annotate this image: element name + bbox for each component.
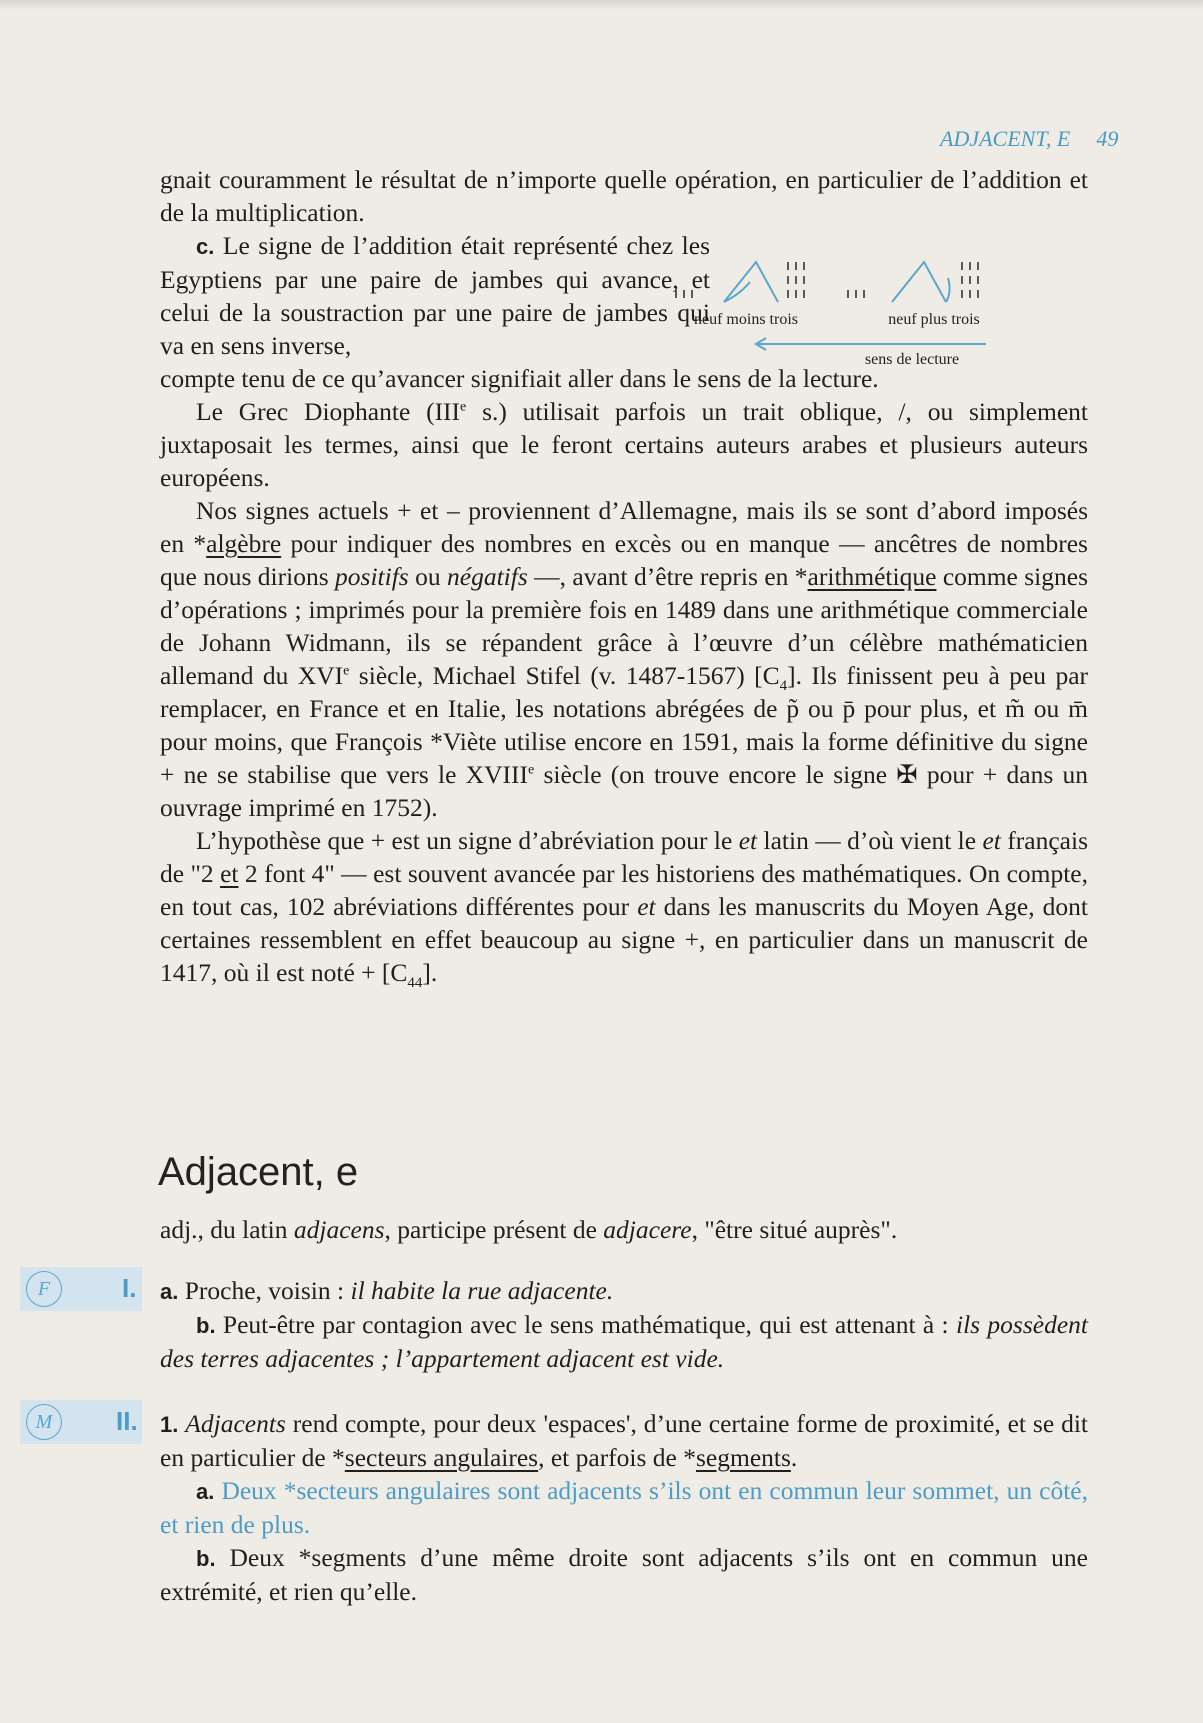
text-run: Le Grec Diophante (III — [196, 397, 461, 426]
text-run: latin — d’où vient le — [757, 826, 983, 855]
section-1-badge-icon: F — [26, 1271, 62, 1307]
italic-run: négatifs — [447, 562, 528, 591]
underlined-run: et — [220, 859, 239, 888]
running-head-title: ADJACENT, E — [940, 126, 1071, 151]
text-run: ]. — [422, 958, 438, 987]
text-run: Peut-être par contagion avec le sens mathématique, qui est attenant à : — [222, 1310, 956, 1339]
figure-label-right: neuf plus trois — [888, 311, 980, 328]
link-secteurs-angulaires[interactable]: secteurs angulaires — [344, 1443, 539, 1472]
text-run: adj., du latin — [160, 1215, 294, 1244]
section-2 — [160, 1407, 1088, 1608]
legs-right-icon — [892, 262, 946, 302]
text-run: —, avant d’être repris en * — [527, 562, 808, 591]
section-2-numeral: II. — [116, 1406, 138, 1436]
text-run: s.) utilisait parfois un trait oblique, /, ou simplement juxtaposait les termes, ainsi que le feront certains auteurs arabes et plusieurs auteurs européens. — [160, 397, 1088, 492]
link-algebre[interactable]: algèbre — [206, 529, 282, 558]
section-1-a — [160, 1274, 1088, 1308]
section-2-a — [160, 1474, 1088, 1541]
label-a: a. — [196, 1479, 215, 1504]
link-arithmetique[interactable]: arithmétique — [807, 562, 937, 591]
paragraph-signes-actuels — [160, 494, 1088, 824]
etymology — [160, 1213, 1088, 1246]
text-run: Deux *segments d’une même droite sont adjacents s’ils ont en commun une extrémité, et rien qu’elle. — [160, 1543, 1089, 1606]
subscript: 4 — [779, 678, 788, 695]
italic-run: Adjacents — [185, 1409, 286, 1438]
intro-p1-text: gnait couramment le résultat de n’importe quelle opération, en particulier de l’addition et de la multiplication. — [160, 165, 1088, 227]
etymology-line — [160, 1213, 1088, 1246]
label-1: 1. — [160, 1412, 179, 1437]
italic-run: et — [738, 826, 758, 855]
paragraph-c-text: Le signe de l’addition était représenté chez les Egyptiens par une paire de jambes qui avance, et celui de la soustraction par une paire de jambes qui va en sens inverse, — [160, 231, 711, 360]
text-run: français de "2 — [160, 826, 1088, 888]
entry-headword: Adjacent, e — [158, 1150, 359, 1194]
label-b: b. — [196, 1546, 216, 1571]
text-run: rend compte, pour deux 'espaces', d’une certaine forme de proximité, et se dit en particulier de * — [160, 1409, 1088, 1472]
egyptian-legs-figure — [694, 252, 1076, 372]
paragraph-hypothese — [160, 824, 1088, 992]
text-run: pour indiquer des nombres en excès ou en manque — ancêtres de nombres que nous dirions — [160, 529, 1088, 591]
paragraph-c-tail-text: compte tenu de ce qu’avancer signifiait aller dans le sens de la lecture. — [160, 364, 879, 393]
paragraph-c — [160, 229, 710, 362]
superscript: e — [343, 663, 350, 679]
label-a: a. — [160, 1279, 179, 1304]
italic-run: adjacens — [293, 1215, 385, 1244]
link-segments[interactable]: segments — [696, 1443, 791, 1472]
superscript: e — [460, 399, 467, 415]
italic-run: et — [637, 892, 656, 921]
text-run: siècle, Michael Stifel (v. 1487-1567) [C — [349, 661, 780, 690]
text-run: comme signes d’opérations ; imprimés pour la première fois en 1489 dans une arithmétique commerciale de Johann Widmann, ils se répandent grâce à l’œuvre d’un célèbre mathématicien allemand du XVI — [160, 562, 1089, 690]
example-italic: ils possèdent des terres adjacentes ; l’appartement adjacent est vide. — [160, 1310, 1088, 1373]
section-2-b — [160, 1541, 1088, 1608]
section-1-b — [160, 1308, 1088, 1375]
label-c: c. — [196, 234, 215, 259]
definition-highlight: Deux *secteurs angulaires sont adjacents s’ils ont en commun leur sommet, un côté, et rien de plus. — [160, 1476, 1089, 1539]
text-run: , et parfois de * — [538, 1443, 696, 1472]
figure-label-left: neuf moins trois — [694, 311, 798, 328]
figure-caption: sens de lecture — [864, 351, 960, 368]
text-run: L’hypothèse que + est un signe d’abréviation pour le — [196, 826, 739, 855]
text-run: , "être situé auprès". — [691, 1215, 898, 1244]
label-b: b. — [196, 1313, 216, 1338]
text-run: ou — [408, 562, 447, 591]
page-number: 49 — [1096, 126, 1119, 151]
section-1-numeral: I. — [122, 1273, 137, 1303]
superscript: e — [528, 762, 535, 778]
text-run: Proche, voisin : — [184, 1276, 351, 1305]
section-2-1 — [160, 1407, 1088, 1474]
section-1 — [160, 1274, 1088, 1375]
text-run: ]. Ils finissent peu à peu par remplacer, en France et en Italie, les notations abrégées de p̃ ou p̄ pour plus, et m̃ ou m̄ pour moins, que François *Viète utilise encore en 1591, mais la forme définitive du signe + ne se stabilise que vers le XVIII — [160, 661, 1089, 789]
section-2-badge-icon: M — [26, 1404, 62, 1440]
running-head — [940, 126, 1140, 152]
example-italic: il habite la rue adjacente. — [350, 1276, 614, 1305]
intro-paragraph-1 — [160, 163, 1088, 229]
subscript: 44 — [407, 975, 423, 992]
figure-svg — [694, 252, 1076, 372]
text-run: Nos signes actuels + et – proviennent d’Allemagne, mais ils se sont d’abord imposés en * — [160, 496, 1088, 558]
text-run: . — [790, 1443, 798, 1472]
text-run: , participe présent de — [384, 1215, 604, 1244]
paragraph-diophante — [160, 395, 1088, 494]
text-run: siècle (on trouve encore le signe ✠ pour + dans un ouvrage imprimé en 1752). — [160, 760, 1089, 822]
italic-run: adjacere — [603, 1215, 692, 1244]
text-run: dans les manuscrits du Moyen Age, dont certaines ressemblent en effet beaucoup au signe +, en particulier dans un manuscrit de 1417, où il est noté + [C — [160, 892, 1088, 987]
italic-run: et — [982, 826, 1001, 855]
page-edge-shadow — [0, 0, 1203, 10]
text-run: 2 font 4" — est souvent avancée par les historiens des mathématiques. On compte, en tout cas, 102 abréviations différentes pour — [160, 859, 1088, 921]
italic-run: positifs — [335, 562, 409, 591]
legs-right-foot — [946, 278, 950, 302]
